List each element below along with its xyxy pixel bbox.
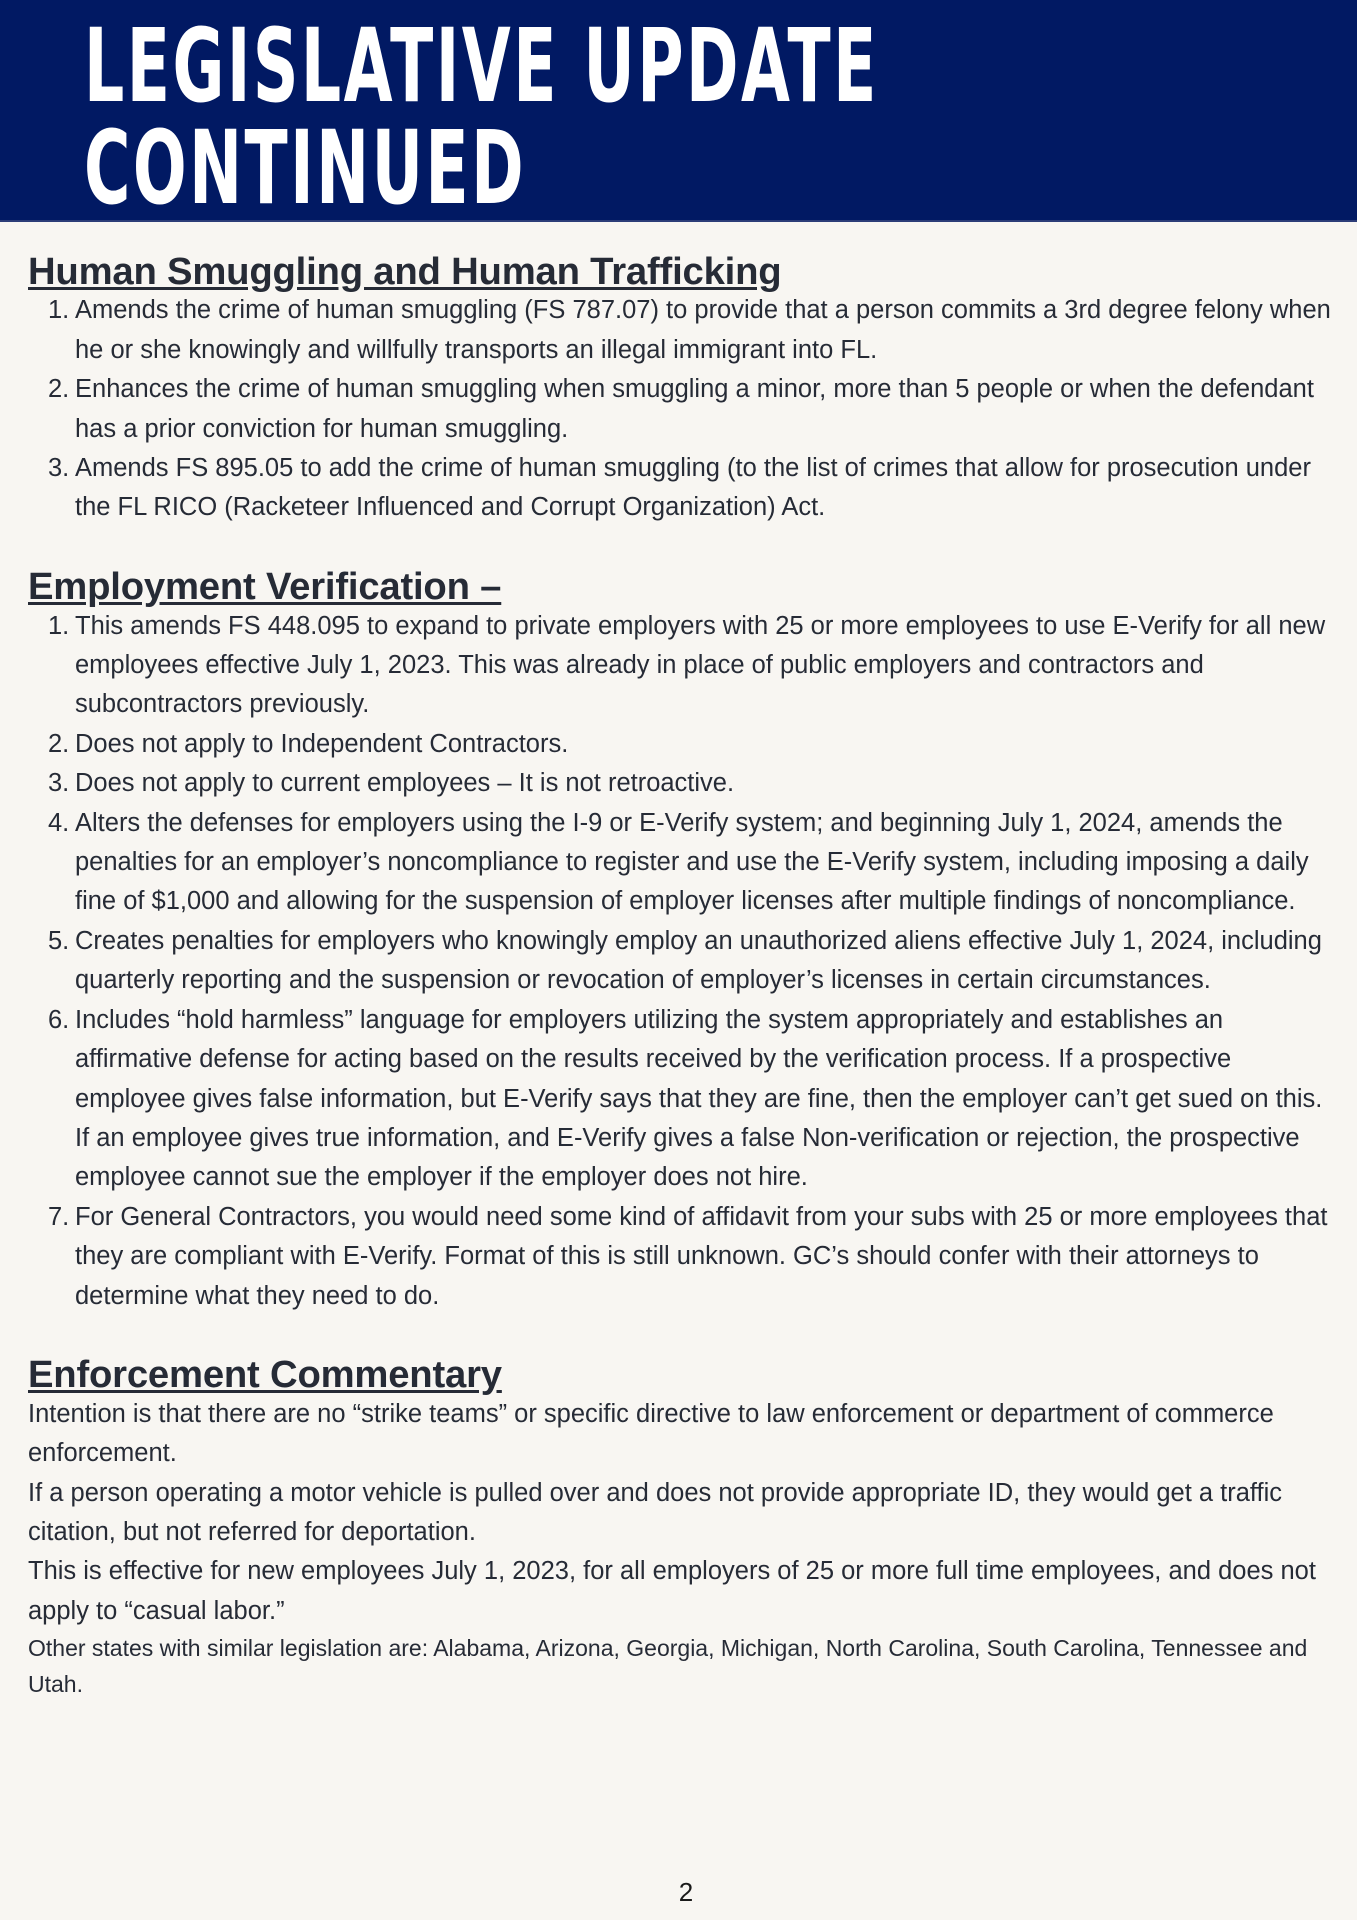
list-item-text: For General Contractors, you would need some kind of affidavit from your subs with 25 or more employees that they are compliant with E-Verify. Format of this is still unknown. GC’s should confer with their attorneys to determine what they need to do.: [75, 1202, 1328, 1310]
numbered-list: [28, 291, 1338, 527]
list-item-number: 6.: [48, 1005, 70, 1034]
list-item-number: 2.: [48, 729, 70, 758]
section-heading: Employment Verification –: [28, 565, 502, 609]
list-item-number: 3.: [48, 454, 70, 483]
list-item: [28, 1001, 1338, 1198]
list-item: [28, 764, 1338, 803]
list-item: [28, 922, 1338, 1001]
list-item: [28, 607, 1338, 725]
list-item-text: Amends FS 895.05 to add the crime of human smuggling (to the list of crimes that allow for prosecution under the FL RICO (Racketeer Influenced and Corrupt Organization) Act.: [75, 454, 1311, 522]
list-item-text: This amends FS 448.095 to expand to private employers with 25 or more employees to use E-Verify for all new employees effective July 1, 2023. This was already in place of public employers and contractors and subcontractors previously.: [75, 611, 1326, 719]
list-item: [28, 1198, 1338, 1316]
list-item: [28, 449, 1338, 528]
section-heading: Enforcement Commentary: [28, 1353, 502, 1397]
list-item-number: 1.: [48, 296, 70, 325]
numbered-list: [28, 607, 1338, 1316]
page-title-line-1: LEGISLATIVE UPDATE: [84, 7, 879, 126]
header-banner: [0, 0, 1357, 228]
page-title: [84, 7, 879, 228]
page-title-line-2: CONTINUED: [84, 109, 527, 228]
list-item: [28, 370, 1338, 449]
other-states-note: Other states with similar legislation are: Alabama, Arizona, Georgia, Michigan, North Carolina, South Carolina, Tennessee and Utah.: [28, 1635, 1308, 1697]
list-item-number: 4.: [48, 808, 70, 837]
spacer: [28, 1316, 1338, 1355]
list-item-text: Enhances the crime of human smuggling when smuggling a minor, more than 5 people or when the defendant has a prior conviction for human smuggling.: [75, 375, 1314, 443]
section-employment-verification: [28, 567, 1338, 1316]
list-item-text: Does not apply to current employees – It is not retroactive.: [75, 769, 735, 798]
document-body: [28, 252, 1338, 1702]
spacer: [28, 528, 1338, 567]
list-item-text: Does not apply to Independent Contractors.: [75, 729, 569, 758]
list-item: [28, 725, 1338, 764]
list-item-number: 3.: [48, 769, 70, 798]
paragraph: Intention is that there are no “strike teams” or specific directive to law enforcement or department of commerce enforcement.: [28, 1399, 1274, 1468]
list-item-number: 1.: [48, 611, 70, 640]
paragraph: If a person operating a motor vehicle is pulled over and does not provide appropriate ID, they would get a traffic citation, but not referred for deportation.: [28, 1478, 1283, 1546]
list-item-number: 5.: [48, 926, 70, 955]
section-heading: Human Smuggling and Human Trafficking: [28, 250, 782, 293]
section-human-smuggling: [28, 252, 1338, 528]
list-item-text: Creates penalties for employers who knowingly employ an unauthorized aliens effective July 1, 2024, including quarterly reporting and the suspension or revocation of employer’s licenses in certain circumstances.: [75, 926, 1322, 995]
list-item-text: Includes “hold harmless” language for employers utilizing the system appropriately and establishes an affirmative defense for acting based on the results received by the verification process. If a prospective employee gives false information, but E-Verify says that they are fine, then the employer can’t get sued on this. If an employee gives true information, and E-Verify gives a false Non-verification or rejection, the prospective employee cannot sue the employer if the employer does not hire.: [75, 1005, 1323, 1192]
section-enforcement-commentary: [28, 1355, 1338, 1702]
list-item: [28, 291, 1338, 370]
list-item-number: 2.: [48, 375, 70, 404]
list-item-text: Amends the crime of human smuggling (FS 787.07) to provide that a person commits a 3rd degree felony when he or she knowingly and willfully transports an illegal immigrant into FL.: [75, 296, 1331, 364]
paragraph: This is effective for new employees July 1, 2023, for all employers of 25 or more full time employees, and does not apply to “casual labor.”: [28, 1557, 1316, 1625]
page-number: 2: [678, 1877, 694, 1907]
list-item-text: Alters the defenses for employers using the I-9 or E-Verify system; and beginning July 1, 2024, amends the penalties for an employer’s noncompliance to register and use the E-Verify system, including imposing a daily fine of $1,000 and allowing for the suspension of employer licenses after multiple findings of noncompliance.: [75, 808, 1309, 916]
list-item: [28, 804, 1338, 922]
list-item-number: 7.: [48, 1202, 70, 1231]
